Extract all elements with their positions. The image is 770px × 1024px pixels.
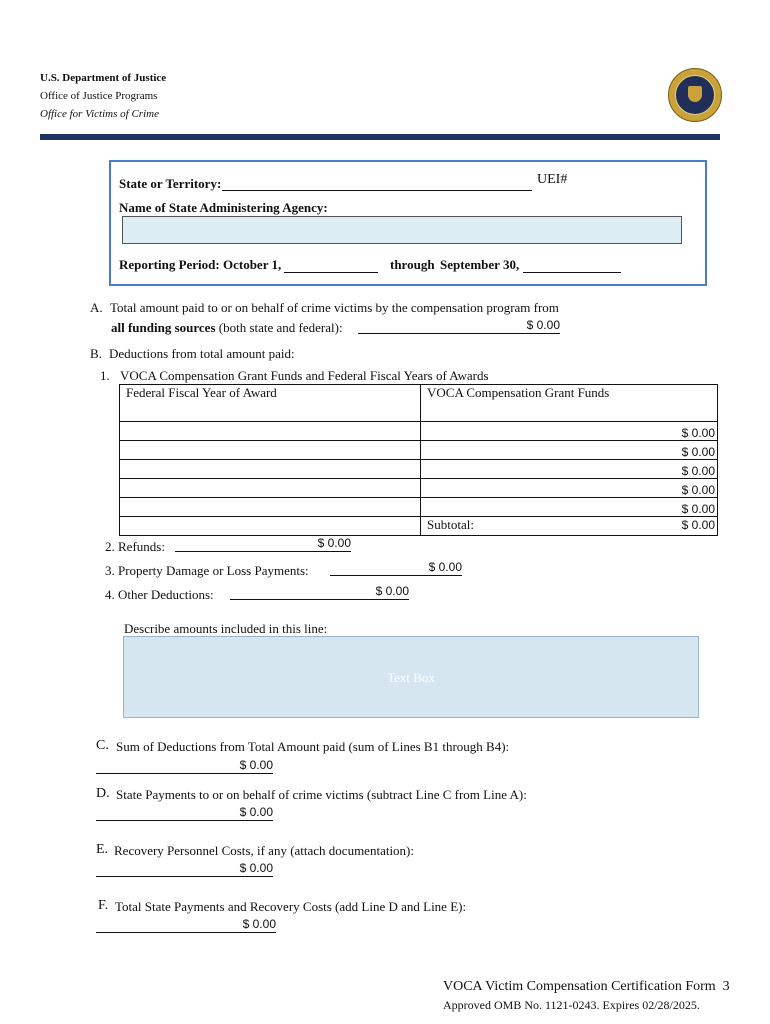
agency-name: U.S. Department of Justice <box>40 72 167 84</box>
col-fiscal-year-header: Federal Fiscal Year of Award <box>120 385 421 422</box>
agency-name-field[interactable] <box>122 216 682 244</box>
footer-form-title: VOCA Victim Compensation Certification Form 3 <box>443 979 730 994</box>
grant-amount-cell[interactable]: $ 0.00 <box>421 441 718 460</box>
state-label: State or Territory: <box>119 176 222 191</box>
section-c-value[interactable]: $ 0.00 <box>96 758 273 774</box>
property-damage-value[interactable]: $ 0.00 <box>330 560 462 576</box>
table-row <box>120 441 718 460</box>
describe-text-box[interactable]: Text Box <box>123 636 699 718</box>
fiscal-year-cell[interactable] <box>120 498 421 517</box>
section-b-letter: B. <box>90 346 102 361</box>
section-a-letter: A. <box>90 300 103 315</box>
section-c-letter: C. <box>96 738 109 753</box>
describe-label: Describe amounts included in this line: <box>124 621 328 636</box>
section-d-text: State Payments to or on behalf of crime victims (subtract Line C from Line A): <box>116 787 527 802</box>
other-deductions-value[interactable]: $ 0.00 <box>230 584 409 600</box>
grant-amount-cell[interactable]: $ 0.00 <box>421 460 718 479</box>
fiscal-year-cell[interactable] <box>120 460 421 479</box>
table-header-row <box>120 385 718 422</box>
section-c-text: Sum of Deductions from Total Amount paid (sum of Lines B1 through B4): <box>116 739 510 754</box>
grant-amount-cell[interactable]: $ 0.00 <box>421 422 718 441</box>
table-row <box>120 479 718 498</box>
section-e-letter: E. <box>96 842 109 857</box>
section-a-bold: all funding sources <box>111 320 216 335</box>
grant-amount-cell[interactable]: $ 0.00 <box>421 498 718 517</box>
agency-name-label: Name of State Administering Agency: <box>119 200 328 215</box>
other-deductions-label: 4. Other Deductions: <box>105 587 214 602</box>
section-b-title: Deductions from total amount paid: <box>109 346 295 361</box>
fiscal-year-cell[interactable] <box>120 441 421 460</box>
doj-seal-icon <box>668 68 722 122</box>
table-row <box>120 460 718 479</box>
section-a-value[interactable]: $ 0.00 <box>358 318 560 334</box>
september-label: September 30, <box>440 257 520 272</box>
section-d-letter: D. <box>96 786 110 801</box>
office-name: Office of Justice Programs <box>40 90 158 102</box>
grant-amount-cell[interactable]: $ 0.00 <box>421 479 718 498</box>
property-damage-label: 3. Property Damage or Loss Payments: <box>105 563 309 578</box>
header-rule <box>40 134 720 140</box>
section-e-value[interactable]: $ 0.00 <box>96 861 273 877</box>
section-a-text: Total amount paid to or on behalf of crime victims by the compensation program from <box>110 300 559 315</box>
sub-office-name: Office for Victims of Crime <box>40 108 159 120</box>
fiscal-year-cell[interactable] <box>120 422 421 441</box>
footer-omb: Approved OMB No. 1121-0243. Expires 02/28/2025. <box>443 998 700 1012</box>
refunds-label: 2. Refunds: <box>105 539 165 554</box>
section-f-text: Total State Payments and Recovery Costs (add Line D and Line E): <box>115 899 467 914</box>
table-row <box>120 422 718 441</box>
refunds-value[interactable]: $ 0.00 <box>175 536 351 552</box>
subtotal-value[interactable]: $ 0.00 <box>681 518 715 532</box>
section-e-text: Recovery Personnel Costs, if any (attach documentation): <box>114 843 415 858</box>
section-f-value[interactable]: $ 0.00 <box>96 917 276 933</box>
item1-title: VOCA Compensation Grant Funds and Federal Fiscal Years of Awards <box>120 368 489 383</box>
through-label: through <box>390 257 435 272</box>
fiscal-year-cell[interactable] <box>120 479 421 498</box>
page-number: 3 <box>722 979 730 994</box>
period-start-field[interactable] <box>284 256 378 273</box>
awards-table <box>119 384 718 536</box>
period-end-field[interactable] <box>523 256 621 273</box>
state-field[interactable] <box>222 174 532 191</box>
uei-label: UEI# <box>537 172 568 187</box>
reporting-period-label: Reporting Period: October 1, <box>119 257 282 272</box>
section-d-value[interactable]: $ 0.00 <box>96 805 273 821</box>
subtotal-label: Subtotal: <box>427 517 474 532</box>
section-f-letter: F. <box>98 898 109 913</box>
section-a-rest: (both state and federal): <box>215 320 343 335</box>
item1-number: 1. <box>100 368 110 383</box>
table-row <box>120 498 718 517</box>
subtotal-row <box>120 517 718 536</box>
col-grant-funds-header: VOCA Compensation Grant Funds <box>421 385 718 422</box>
